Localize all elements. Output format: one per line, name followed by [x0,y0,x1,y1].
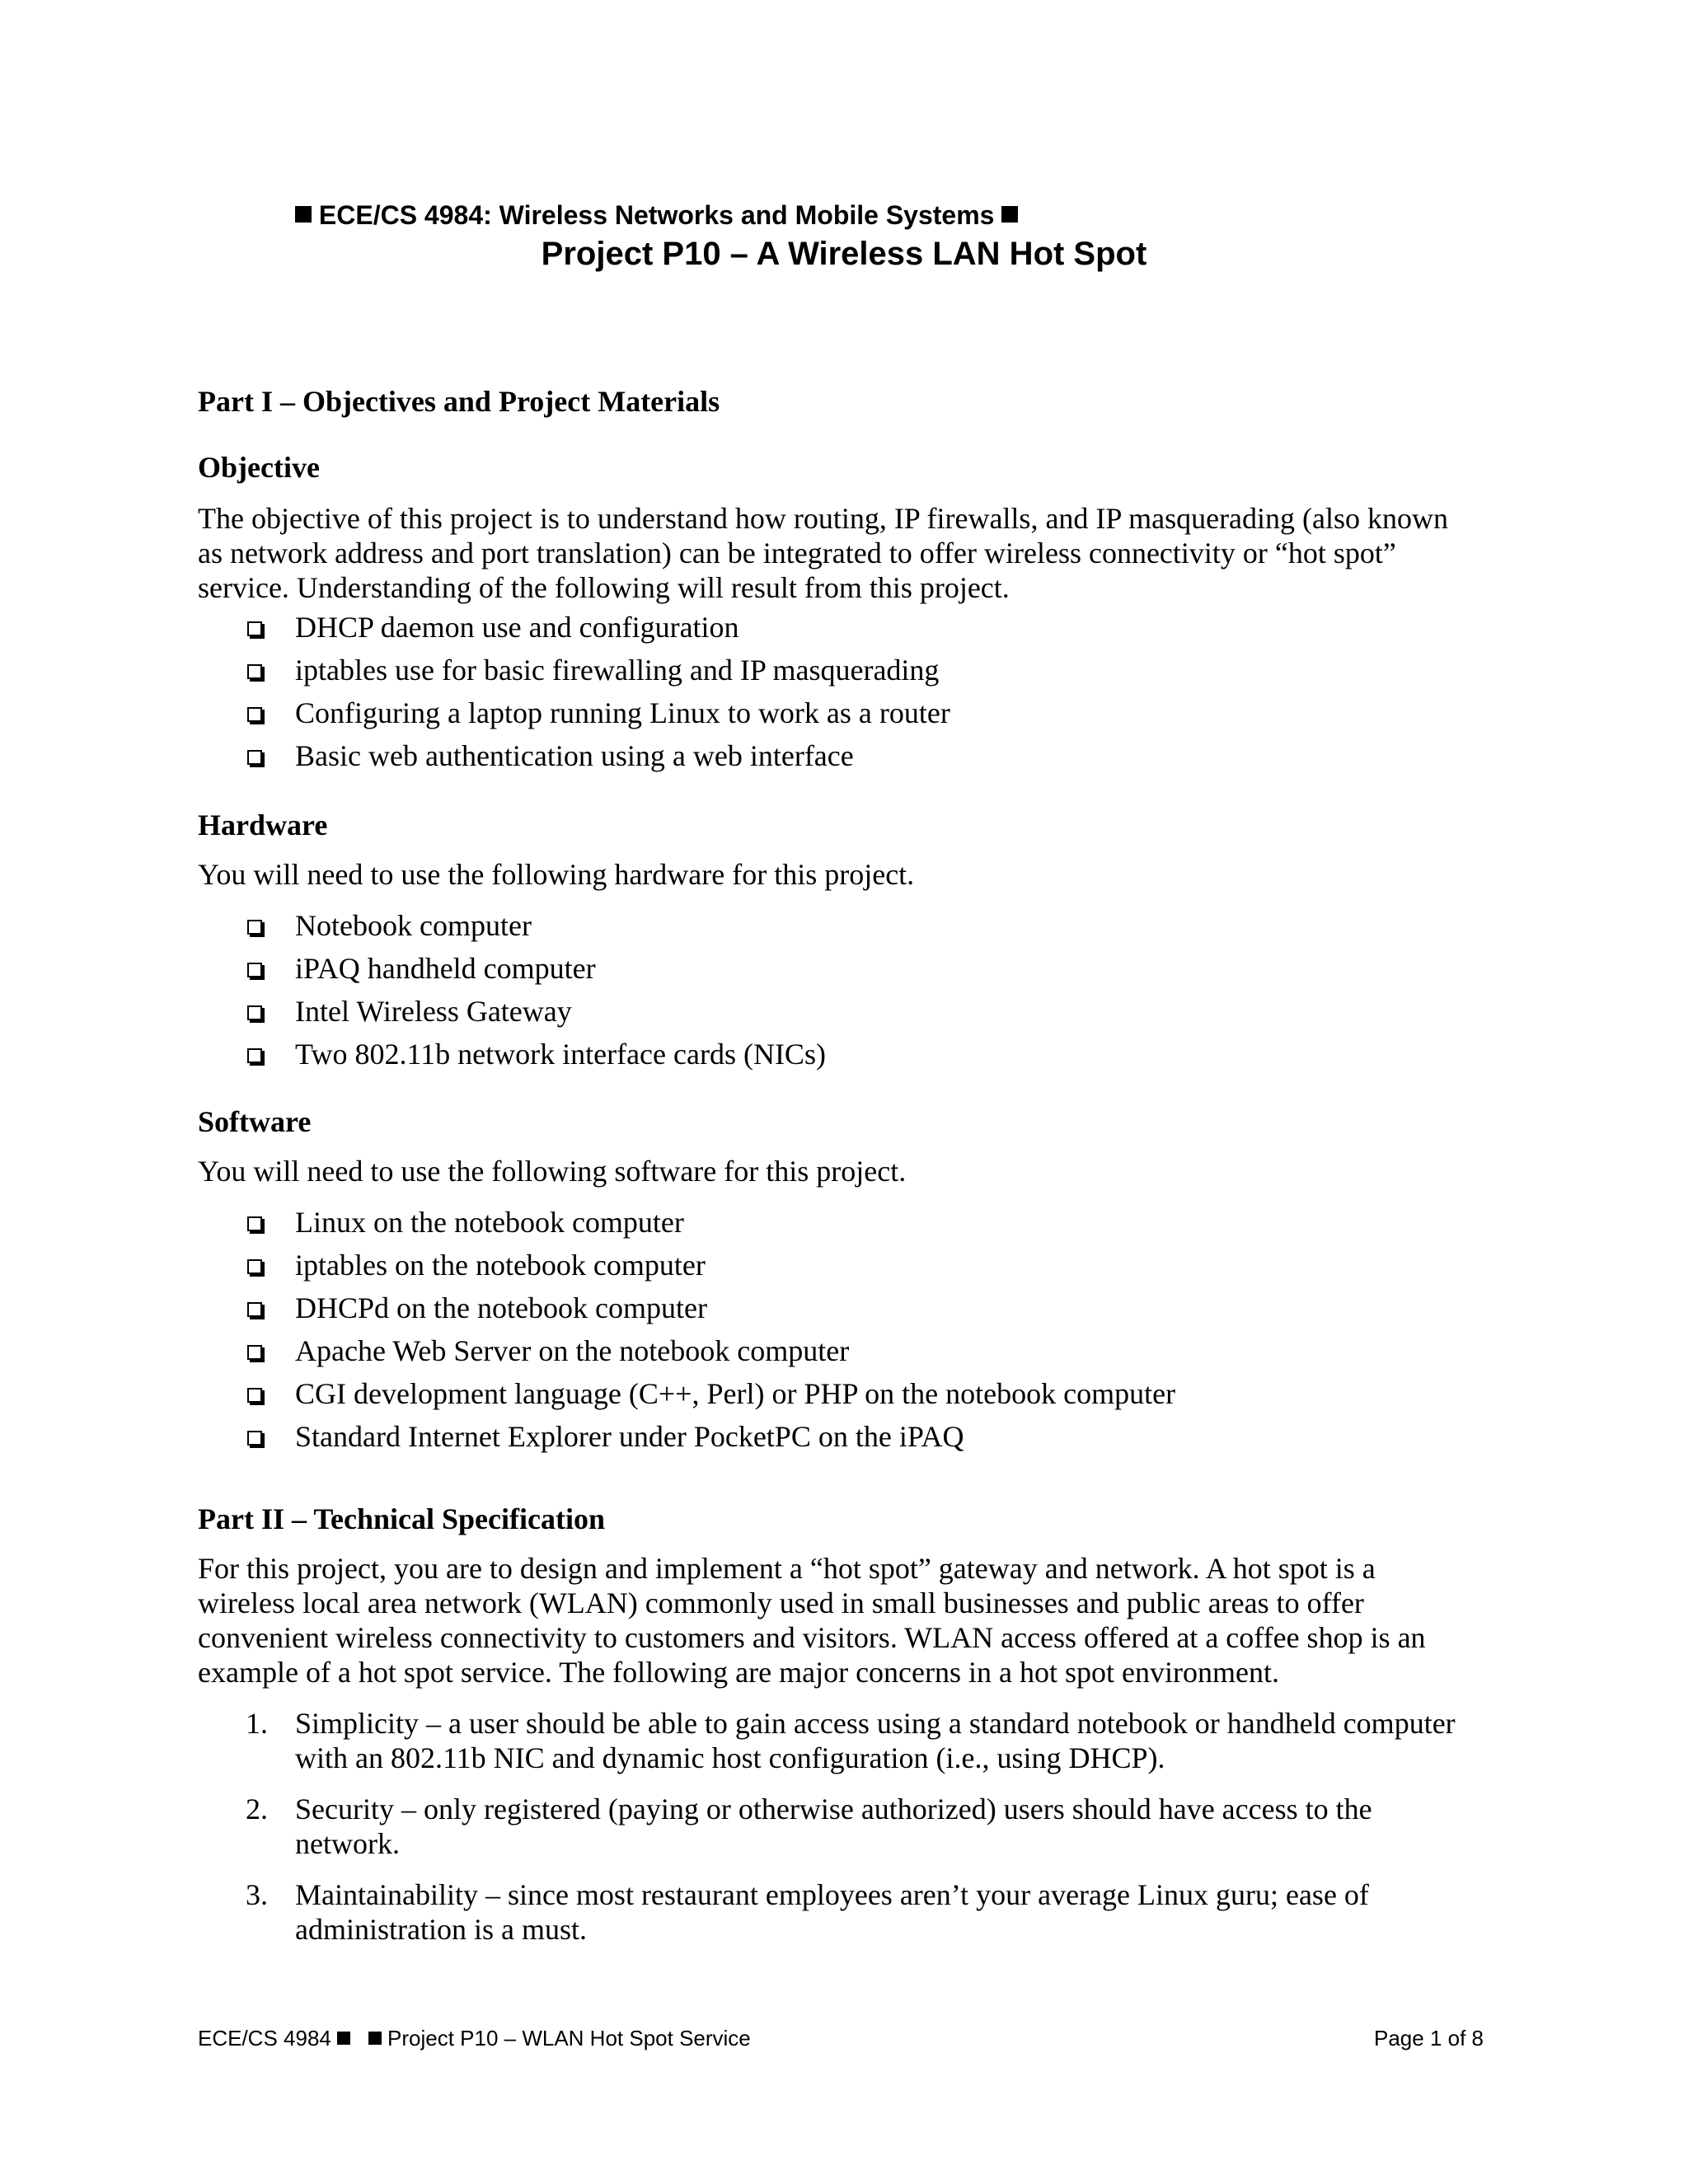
list-item: Configuring a laptop running Linux to work as a router [198,696,1500,738]
paragraph-line: example of a hot spot service. The following are major concerns in a hot spot environment. [198,1656,1279,1689]
objective-heading: Objective [198,451,320,484]
list-item-line: Maintainability – since most restaurant employees aren’t your average Linux guru; ease of [295,1878,1369,1911]
footer-course: ECE/CS 4984 [198,2026,331,2050]
list-item [198,1877,1500,1947]
objective-paragraph [198,501,1500,605]
list-item: iptables use for basic firewalling and IP masquerading [198,653,1500,696]
paragraph-line: wireless local area network (WLAN) commonly used in small businesses and public areas to offer [198,1586,1364,1619]
checkbox-bullet-icon [247,1048,262,1063]
checkbox-bullet-icon [247,1431,262,1446]
course-title-text: ECE/CS 4984: Wireless Networks and Mobile Systems [318,200,995,230]
part2-paragraph [198,1551,1500,1690]
checkbox-bullet-icon [247,750,262,765]
checkbox-bullet-icon [247,963,262,977]
square-bullet-icon [295,206,312,223]
paragraph-line: You will need to use the following software for this project. [198,1155,907,1188]
paragraph-line: convenient wireless connectivity to customers and visitors. WLAN access offered at a coffee shop is an [198,1621,1426,1654]
list-item: CGI development language (C++, Perl) or PHP on the notebook computer [198,1376,1500,1419]
list-item: iptables on the notebook computer [198,1248,1500,1291]
objective-list [198,610,1500,781]
list-item: Apache Web Server on the notebook computer [198,1333,1500,1376]
hardware-list [198,908,1500,1080]
list-number: 2. [246,1793,268,1825]
checkbox-bullet-icon [247,1302,262,1317]
square-bullet-icon [337,2032,350,2045]
list-item: Intel Wireless Gateway [198,994,1500,1037]
paragraph-line: service. Understanding of the following will result from this project. [198,571,1010,604]
list-item-line: with an 802.11b NIC and dynamic host configuration (i.e., using DHCP). [295,1741,1165,1774]
paragraph-line: The objective of this project is to understand how routing, IP firewalls, and IP masquerading (also known [198,502,1449,535]
project-title: Project P10 – A Wireless LAN Hot Spot [541,236,1147,272]
checkbox-bullet-icon [247,1005,262,1020]
checkbox-bullet-icon [247,1259,262,1274]
checkbox-bullet-icon [247,707,262,722]
list-item: Two 802.11b network interface cards (NICs) [198,1037,1500,1080]
list-item: Linux on the notebook computer [198,1205,1500,1248]
list-item: iPAQ handheld computer [198,951,1500,994]
software-intro [198,1154,1500,1188]
checkbox-bullet-icon [247,664,262,679]
checkbox-bullet-icon [247,1388,262,1403]
list-item-line: Simplicity – a user should be able to gain access using a standard notebook or handheld computer [295,1707,1456,1740]
list-item [198,1792,1500,1861]
part1-heading: Part I – Objectives and Project Materials [198,385,720,418]
course-title [295,200,1018,231]
list-item-line: network. [295,1827,400,1860]
square-bullet-icon [368,2032,382,2045]
list-item [198,1706,1500,1775]
concerns-list [198,1706,1500,1963]
paragraph-line: For this project, you are to design and implement a “hot spot” gateway and network. A hot spot is a [198,1552,1376,1585]
paragraph-line: as network address and port translation) can be integrated to offer wireless connectivity or “hot spot” [198,537,1396,569]
paragraph-line: You will need to use the following hardware for this project. [198,858,915,891]
software-heading: Software [198,1105,312,1138]
hardware-heading: Hardware [198,808,328,841]
list-item: DHCP daemon use and configuration [198,610,1500,653]
list-item: Basic web authentication using a web interface [198,738,1500,781]
list-number: 1. [246,1707,268,1740]
list-item-line: Security – only registered (paying or otherwise authorized) users should have access to the [295,1793,1372,1825]
square-bullet-icon [1001,206,1018,223]
page-number: Page 1 of 8 [1374,2026,1484,2050]
list-item: DHCPd on the notebook computer [198,1291,1500,1333]
footer-left [198,2026,751,2051]
list-number: 3. [246,1878,268,1911]
hardware-intro [198,857,1500,892]
software-list [198,1205,1500,1462]
part2-heading: Part II – Technical Specification [198,1502,605,1535]
checkbox-bullet-icon [247,920,262,935]
footer-project: Project P10 – WLAN Hot Spot Service [387,2026,751,2050]
list-item: Notebook computer [198,908,1500,951]
checkbox-bullet-icon [247,1345,262,1360]
list-item: Standard Internet Explorer under PocketPC on the iPAQ [198,1419,1500,1462]
checkbox-bullet-icon [247,1216,262,1231]
list-item-line: administration is a must. [295,1913,587,1946]
checkbox-bullet-icon [247,621,262,636]
